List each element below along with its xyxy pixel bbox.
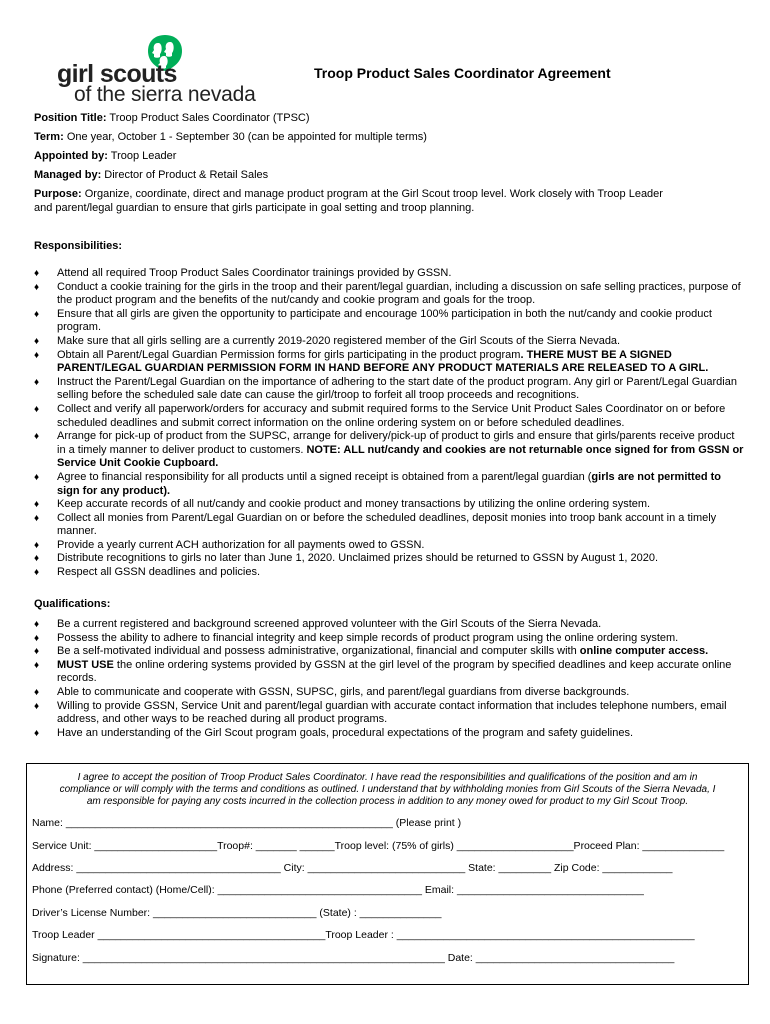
qualifications-heading: Qualifications: (34, 598, 111, 610)
list-item (34, 632, 744, 646)
field-value: Troop Product Sales Coordinator (TPSC) (109, 112, 310, 124)
field-label: Appointed by: (34, 150, 108, 162)
item-bold-text: online computer access. (579, 645, 709, 658)
troop-leader-field[interactable]: Troop Leader _______________________________________Troop Leader : ___________________________________________________ (32, 929, 695, 941)
item-text: Possess the ability to adhere to financial integrity and keep simple records of product program using the online ordering system. (57, 631, 679, 644)
list-item (34, 512, 744, 539)
item-text: Able to communicate and cooperate with GSSN, SUPSC, girls, and parent/legal guardians from diverse backgrounds. (57, 685, 630, 698)
diamond-bullet-icon: ♦ (34, 646, 40, 658)
responsibilities-heading: Responsibilities: (34, 240, 123, 252)
diamond-bullet-icon: ♦ (34, 499, 40, 511)
field-label: Purpose: (34, 188, 82, 200)
diamond-bullet-icon: ♦ (34, 553, 40, 565)
signature-date-field[interactable]: Signature: ______________________________________________________________ Date: __________________________________ (32, 952, 675, 964)
agreement-box (26, 763, 749, 985)
address-field[interactable]: Address: ___________________________________ City: ___________________________ State: _________ Zip Code: ____________ (32, 862, 673, 874)
list-item (34, 376, 744, 403)
list-item (34, 700, 744, 727)
item-text: Make sure that all girls selling are a currently 2019-2020 registered member of the Girl Scouts of the Sierra Nevada. (57, 334, 621, 347)
diamond-bullet-icon: ♦ (34, 403, 40, 415)
item-text: Have an understanding of the Girl Scout program goals, procedural expectations of the program and safety guidelines. (57, 726, 634, 739)
item-text: Respect all GSSN deadlines and policies. (57, 566, 261, 579)
field-value: Organize, coordinate, direct and manage product program at the Girl Scout troop level. Work closely with Troop Leader and parent/legal guardian to ensure that girls participate in goal setting and troop planning. (34, 188, 663, 214)
list-item (34, 618, 744, 632)
list-item (34, 403, 744, 430)
item-bold-text: NOTE: ALL nut/candy and cookies are not returnable once signed for from GSSN or Service Unit Cookie Cupboard. (57, 443, 744, 470)
item-text: Be a current registered and background screened approved volunteer with the Girl Scouts of the Sierra Nevada. (57, 618, 602, 630)
item-text: Be a self-motivated individual and possess administrative, organizational, financial and computer skills with (57, 645, 580, 658)
drivers-license-field[interactable]: Driver’s License Number: ____________________________ (State) : ______________ (32, 907, 442, 919)
list-item (34, 281, 744, 308)
diamond-bullet-icon: ♦ (34, 281, 40, 293)
diamond-bullet-icon: ♦ (34, 632, 40, 644)
item-text: Agree to financial responsibility for all products until a signed receipt is obtained from a parent/legal guardian ( (57, 470, 592, 483)
field-value: One year, October 1 - September 30 (can be appointed for multiple terms) (66, 131, 427, 143)
item-text: Ensure that all girls are given the opportunity to participate and encourage 100% participation in both the nut/candy and cookie product program. (57, 307, 712, 334)
item-text: Instruct the Parent/Legal Guardian on the importance of adhering to the start date of the product program. Any girl or Parent/Legal Guardian selling before the scheduled sale date can cause the girl/troop to forfeit all troop proceeds and recognitions. (57, 375, 737, 402)
phone-email-field[interactable]: Phone (Preferred contact) (Home/Cell): ___________________________________ Email: ________________________________ (32, 884, 644, 896)
field-value: Director of Product & Retail Sales (104, 169, 269, 181)
field-value: Troop Leader (110, 150, 177, 162)
list-item (34, 349, 744, 376)
diamond-bullet-icon: ♦ (34, 308, 40, 320)
list-item (34, 659, 744, 686)
list-item (34, 471, 744, 498)
item-text: Collect and verify all paperwork/orders for accuracy and submit required forms to the Service Unit Product Sales Coordinator on or before scheduled deadlines and submit correct information on the online ordering system on or before scheduled deadlines. (57, 402, 726, 429)
list-item (34, 539, 744, 553)
item-lead-text: MUST USE (57, 658, 114, 671)
diamond-bullet-icon: ♦ (34, 268, 40, 279)
item-text: Collect all monies from Parent/Legal Guardian on or before the scheduled deadlines, deposit monies into troop bank account in a timely manner. (57, 511, 717, 538)
list-item (34, 267, 744, 281)
diamond-bullet-icon: ♦ (34, 539, 40, 551)
diamond-bullet-icon: ♦ (34, 471, 40, 483)
diamond-bullet-icon: ♦ (34, 376, 40, 388)
list-item (34, 566, 744, 580)
girl-scouts-logo (57, 34, 257, 104)
item-text: the online ordering systems provided by GSSN at the girl level of the program by specified deadlines and keep accurate online records. (57, 658, 732, 685)
diamond-bullet-icon: ♦ (34, 700, 40, 712)
item-text: Provide a yearly current ACH authorization for all payments owed to GSSN. (57, 538, 425, 551)
diamond-bullet-icon: ♦ (34, 727, 40, 739)
document-title: Troop Product Sales Coordinator Agreement (314, 65, 611, 81)
diamond-bullet-icon: ♦ (34, 512, 40, 524)
field-label: Term: (34, 131, 64, 143)
item-text: Attend all required Troop Product Sales Coordinator trainings provided by GSSN. (57, 267, 452, 279)
term-field (34, 131, 427, 145)
logo-line-2: of the sierra nevada (74, 83, 256, 106)
item-bold-text: girls are not permitted to sign for any product). (57, 470, 721, 497)
agreement-statement: I agree to accept the position of Troop Product Sales Coordinator. I have read the responsibilities and qualifications of the position and am in compliance or will comply with the terms and conditions as outlined. I understand that by withholding monies from Girl Scouts of the Sierra Nevada, I am responsible for paying any costs incurred in the collection process in addition to any money owed for product to my Girl Scout Troop. (59, 772, 716, 807)
list-item (34, 645, 744, 659)
list-item (34, 335, 744, 349)
responsibilities-list (34, 267, 744, 580)
name-field[interactable]: Name: ________________________________________________________ (Please print ) (32, 817, 462, 829)
diamond-bullet-icon: ♦ (34, 335, 40, 347)
list-item (34, 686, 744, 700)
diamond-bullet-icon: ♦ (34, 431, 40, 443)
item-text: Keep accurate records of all nut/candy and cookie product and money transactions by utilizing the online ordering system. (57, 498, 651, 511)
list-item (34, 552, 744, 566)
item-text: Conduct a cookie training for the girls in the troop and their parent/legal guardian, including a discussion on safe selling practices, purpose of the product program and the benefits of the nut/candy and cookie program and goals for the troop. (57, 280, 741, 307)
diamond-bullet-icon: ♦ (34, 567, 40, 579)
diamond-bullet-icon: ♦ (34, 659, 40, 671)
field-label: Position Title: (34, 112, 107, 124)
position-title-field (34, 112, 310, 126)
purpose-field (34, 188, 674, 215)
appointed-by-field (34, 150, 176, 164)
list-item (34, 727, 744, 741)
diamond-bullet-icon: ♦ (34, 686, 40, 698)
service-unit-field[interactable]: Service Unit: _____________________Troop#: _______ ______Troop level: (75% of girls) ____________________Proceed Plan: ______________ (32, 840, 725, 852)
item-text: Obtain all Parent/Legal Guardian Permission forms for girls participating in the product program (57, 348, 521, 361)
list-item (34, 308, 744, 335)
item-bold-text: . THERE MUST BE A SIGNED PARENT/LEGAL GUARDIAN PERMISSION FORM IN HAND BEFORE ANY PRODUCT MATERIALS ARE RELEASED TO A GIRL. (57, 348, 709, 375)
item-text: Arrange for pick-up of product from the SUPSC, arrange for delivery/pick-up of product to girls and ensure that girls/parents receive product in a timely manner to deliver product to customers. (57, 430, 735, 456)
logo-line-1: girl scouts (57, 60, 177, 88)
item-text: Distribute recognitions to girls no later than June 1, 2020. Unclaimed prizes should be returned to GSSN by August 1, 2020. (57, 552, 659, 565)
qualifications-list (34, 618, 744, 740)
list-item (34, 430, 744, 471)
diamond-bullet-icon: ♦ (34, 349, 40, 361)
managed-by-field (34, 169, 268, 183)
list-item (34, 498, 744, 512)
diamond-bullet-icon: ♦ (34, 619, 40, 630)
field-label: Managed by: (34, 169, 102, 181)
item-text: Willing to provide GSSN, Service Unit and parent/legal guardian with accurate contact information that includes telephone numbers, email address, and other ways to be reached during all product programs. (57, 699, 727, 726)
